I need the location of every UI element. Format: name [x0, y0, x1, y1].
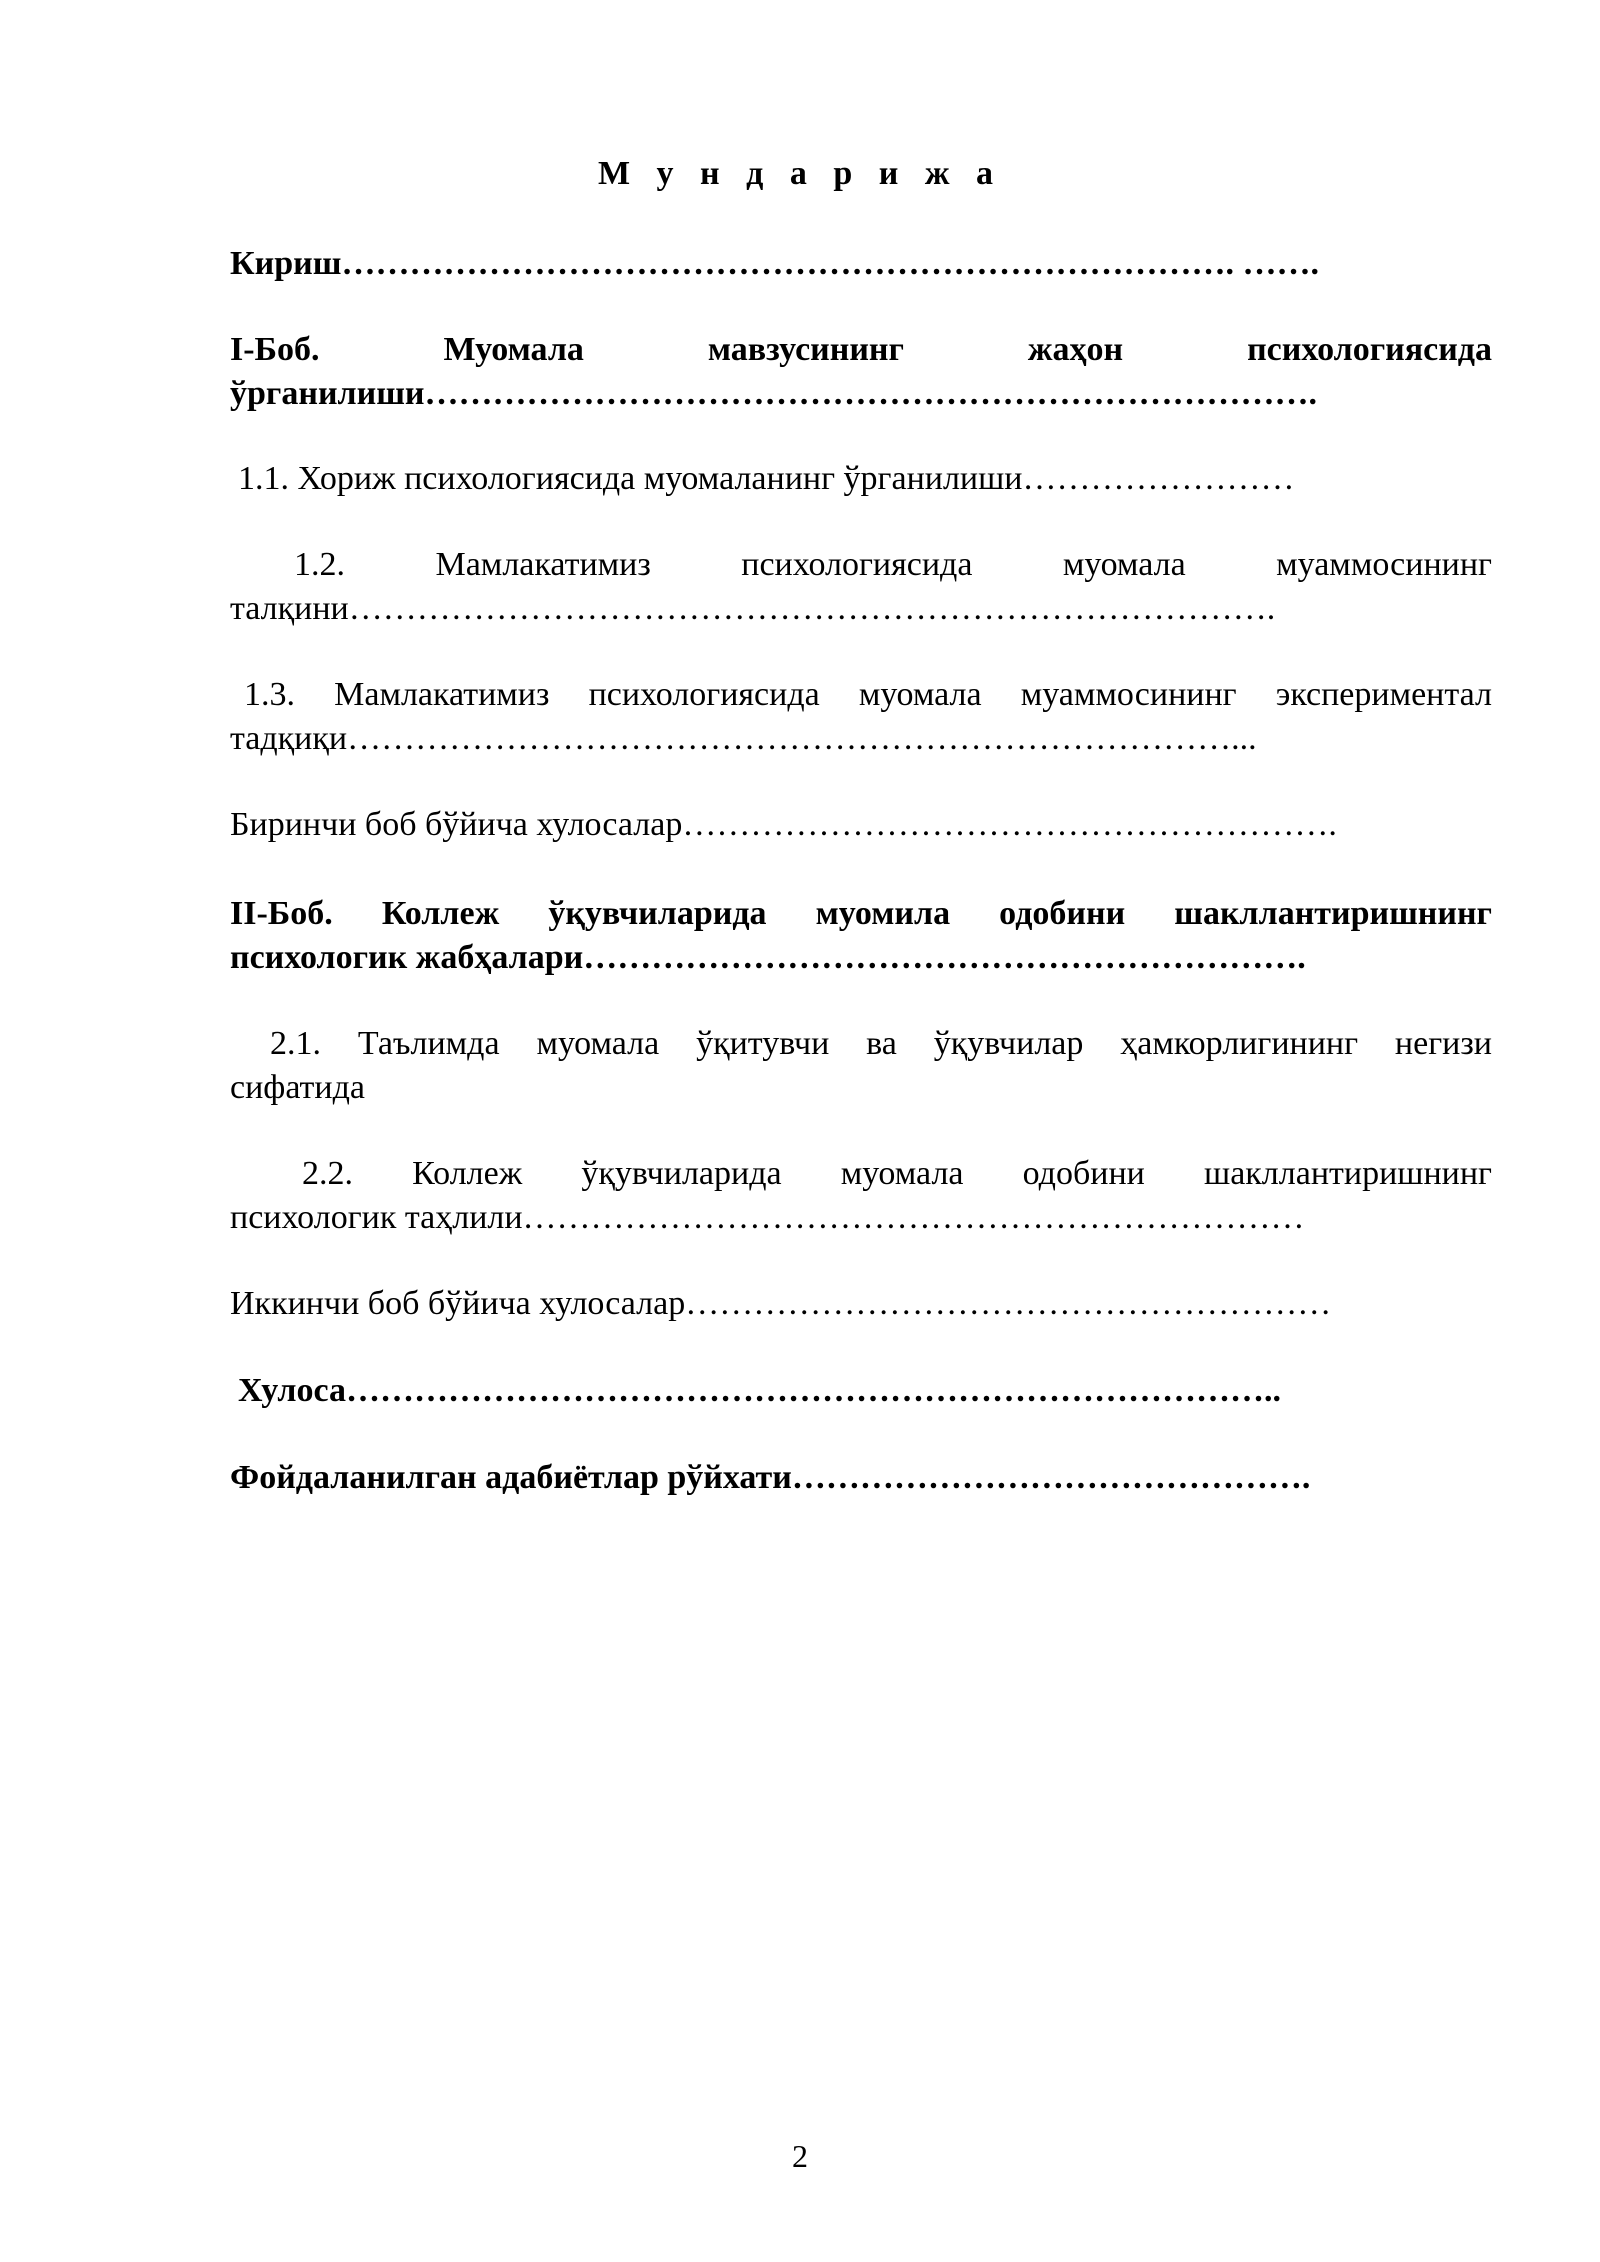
toc-entry-line-1-text: 2.1. Таълимда муомала ўқитувчи ва ўқувчилар ҳамкорлигининг негизи	[270, 1025, 1492, 1062]
toc-entry-section-1-1	[238, 457, 1500, 501]
toc-entry-text: Иккинчи боб бўйича хулосалар…………………………………………………	[230, 1285, 1332, 1322]
toc-entry-section-2-2	[230, 1152, 1492, 1240]
toc-entry-text: Фойдаланилган адабиётлар рўйхати……………………………………….	[230, 1459, 1311, 1496]
toc-entry-line-1-text: 1.2. Мамлакатимиз психологиясида муомала муаммосининг	[294, 546, 1492, 583]
toc-title: М у н д а р и ж а	[597, 155, 1003, 192]
toc-entry-references	[230, 1456, 1492, 1500]
toc-entry-section-1-2	[230, 543, 1492, 631]
toc-entry-chapter-1-conclusions	[230, 803, 1492, 847]
toc-entry-section-1-3	[230, 673, 1492, 761]
toc-entry-line-1-text: 1.3. Мамлакатимиз психологиясида муомала муаммосининг экспериментал	[244, 676, 1492, 713]
toc-entry-chapter-2	[230, 892, 1492, 980]
toc-entry-line-1	[230, 673, 1492, 717]
toc-entry-section-2-1	[230, 1022, 1492, 1110]
toc-entry-line-1	[230, 892, 1492, 936]
toc-entry-text: Хулоса………………………………………………………………………..	[238, 1372, 1281, 1409]
toc-entry-introduction	[230, 242, 1492, 286]
toc-entry-line-1-text: II-Боб. Коллеж ўқувчиларида муомила одобини шакллантиришнинг	[230, 895, 1492, 932]
toc-entry-chapter-2-conclusions	[230, 1282, 1492, 1326]
toc-entry-line-1	[230, 1022, 1492, 1066]
toc-entry-text: Биринчи боб бўйича хулосалар………………………………………………….	[230, 806, 1337, 843]
toc-entry-line-2: психологик жабҳалари……………………………………………………….	[230, 939, 1306, 976]
toc-entry-line-1	[230, 543, 1492, 587]
toc-entry-conclusion	[238, 1369, 1500, 1413]
page-number: 2	[792, 2138, 808, 2174]
toc-entry-line-2: тадқиқи……………………………………………………………………...	[230, 720, 1257, 757]
toc-entry-text: 1.1. Хориж психологиясида муомаланинг ўрганилиши……………………	[238, 460, 1295, 497]
toc-entry-line-2: ўрганилиши…………………………………………………………………….	[230, 375, 1317, 412]
toc-entry-line-1	[230, 1152, 1492, 1196]
toc-entry-line-1-text: I-Боб. Муомала мавзусининг жаҳон психологиясида	[230, 331, 1492, 368]
toc-entry-line-1-text: 2.2. Коллеж ўқувчиларида муомала одобини шакллантиришнинг	[302, 1155, 1492, 1192]
toc-entry-line-2: талқини……………………………………………………………………….	[230, 590, 1276, 627]
toc-entry-line-1	[230, 328, 1492, 372]
toc-entry-text: Кириш……………………………………………………………………. …….	[230, 245, 1319, 282]
toc-entry-line-2: сифатида	[230, 1069, 365, 1106]
toc-entry-line-2: психологик таҳлили……………………………………………………………	[230, 1199, 1305, 1236]
toc-entry-chapter-1	[230, 328, 1492, 416]
